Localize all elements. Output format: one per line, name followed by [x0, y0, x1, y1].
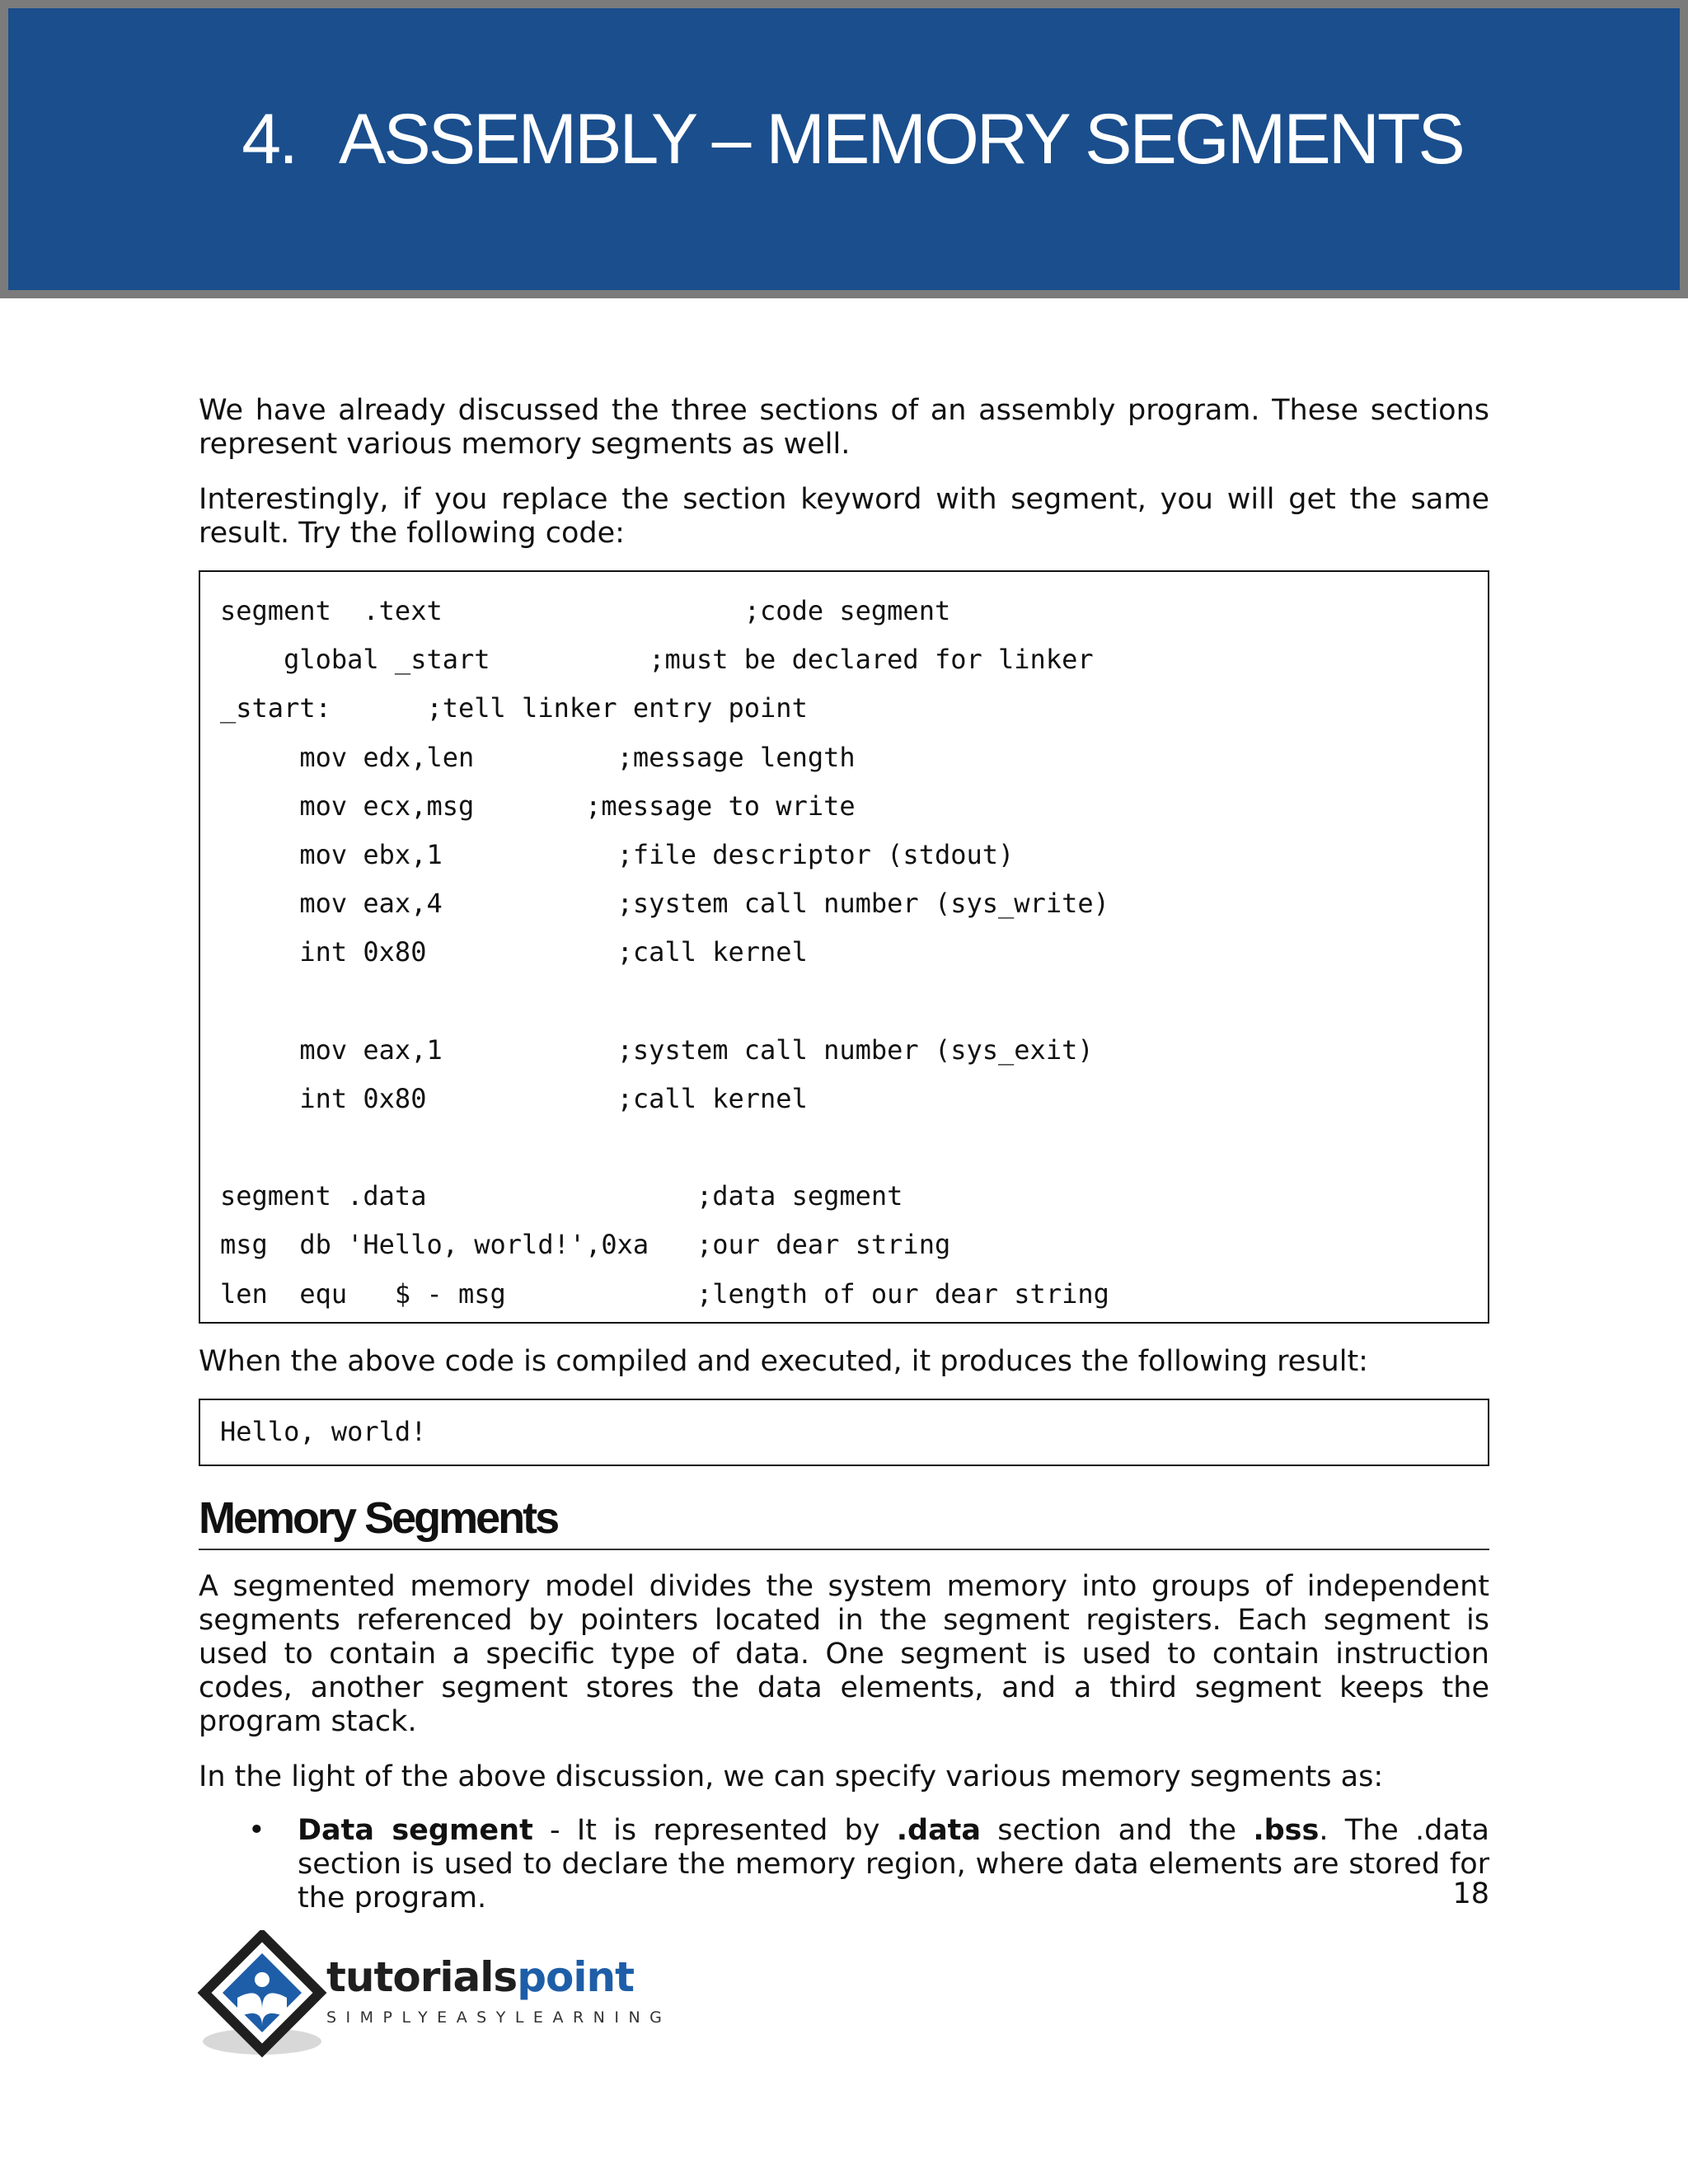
bullet-text-a: - It is represented by [532, 1813, 897, 1847]
code-line: int 0x80 ;call kernel [220, 936, 808, 968]
chapter-number: 4. [241, 100, 296, 179]
code-line: segment .data ;data segment [220, 1180, 903, 1212]
code-line: int 0x80 ;call kernel [220, 1082, 808, 1114]
bullet-keyword-data: .data [896, 1813, 982, 1847]
chapter-banner [0, 0, 1688, 298]
tutorialspoint-logo [196, 1930, 672, 2062]
code-line: mov eax,4 ;system call number (sys_write) [220, 888, 1109, 920]
code-block [199, 570, 1489, 1324]
chapter-title [8, 99, 1688, 180]
chapter-title-text: ASSEMBLY – MEMORY SEGMENTS [339, 100, 1463, 179]
code-line [220, 1123, 1488, 1172]
bullet-keyword-bss: .bss [1253, 1813, 1320, 1847]
segments-paragraph-1: A segmented memory model divides the system memory into groups of independent segments referenced by pointers located in the segment registers. Each segment is used to contain a specific type of data. One segment is used to contain instruction codes, another segment stores the data elements, and a third segment keeps the program stack. [199, 1569, 1489, 1738]
bullet-marker: • [248, 1813, 265, 1847]
intro-paragraph-2: Interestingly, if you replace the section keyword with segment, you will get the same result. Try the following code: [199, 483, 1489, 550]
code-line: mov edx,len ;message length [220, 741, 856, 773]
intro-paragraph-1: We have already discussed the three sections of an assembly program. These sections represent various memory segments as well. [199, 394, 1489, 461]
bullet-text-b: section and the [981, 1813, 1254, 1847]
bullet-data-segment [199, 1814, 1489, 1915]
page-content [199, 394, 1489, 1915]
code-line: mov ecx,msg ;message to write [220, 790, 856, 822]
code-line [220, 977, 1488, 1026]
code-line: _start: ;tell linker entry point [220, 692, 808, 724]
logo-wordmark: tutorialspoint [326, 1953, 634, 2001]
segments-paragraph-2: In the light of the above discussion, we can specify various memory segments as: [199, 1760, 1384, 1793]
output-block [199, 1399, 1489, 1466]
section-heading: Memory Segments [199, 1491, 1489, 1550]
logo-tagline: SIMPLYEASYLEARNING [326, 2008, 672, 2027]
code-line: mov eax,1 ;system call number (sys_exit) [220, 1033, 1094, 1066]
code-line: len equ $ - msg ;length of our dear string [220, 1277, 1109, 1310]
tutorialspoint-book-diamond-icon [196, 1930, 328, 2062]
code-line: segment .text ;code segment [220, 595, 951, 626]
bullet-text-c: . The .data section is used to declare the memory region, where data elements are stored for the program. [298, 1813, 1489, 1915]
page-number: 18 [1452, 1877, 1489, 1910]
code-line: global _start ;must be declared for linker [220, 644, 1094, 676]
code-line: msg db 'Hello, world!',0xa ;our dear string [220, 1229, 951, 1261]
code-line: mov ebx,1 ;file descriptor (stdout) [220, 838, 1015, 870]
bullet-term: Data segment [298, 1813, 533, 1847]
output-line: Hello, world! [220, 1415, 427, 1447]
result-intro: When the above code is compiled and executed, it produces the following result: [199, 1344, 1368, 1378]
